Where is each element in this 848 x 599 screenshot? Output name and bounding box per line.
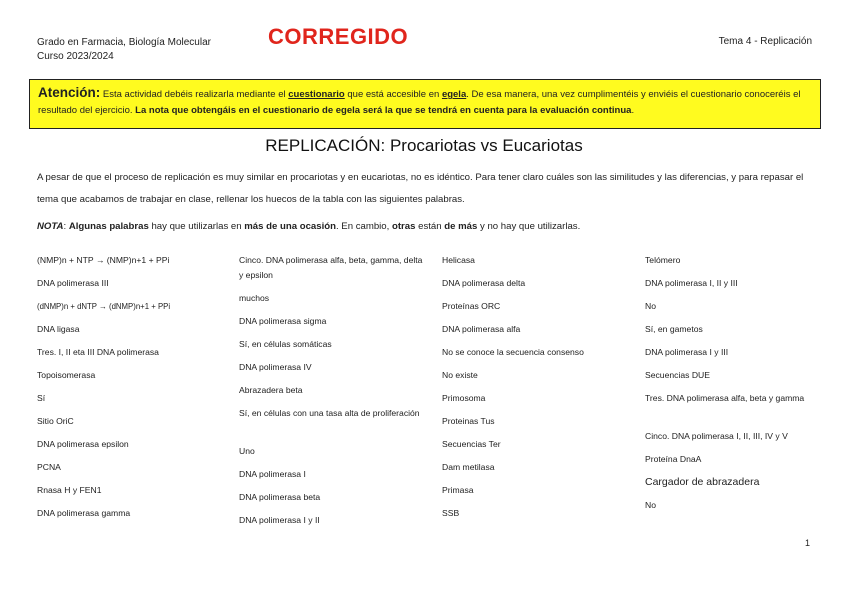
word-item: Sí, en células con una tasa alta de proliferación — [239, 408, 420, 418]
page-title: REPLICACIÓN: Procariotas vs Eucariotas — [265, 136, 583, 155]
word-item: Cinco. DNA polimerasa I, II, III, IV y V — [645, 431, 788, 441]
word-item: Proteinas Tus — [442, 416, 495, 426]
attention-notice — [29, 79, 821, 129]
word-item: No existe — [442, 370, 478, 380]
note-label: NOTA — [37, 221, 64, 232]
note-text: : — [63, 221, 69, 232]
word-item: Telómero — [645, 255, 681, 265]
notice-bold-text: La nota que obtengáis en el cuestionario de egela será la que se tendrá en cuenta para la evaluación continua — [135, 105, 632, 116]
word-item: PCNA — [37, 462, 61, 472]
notice-end: . — [631, 105, 635, 116]
word-item: DNA polimerasa sigma — [239, 316, 327, 326]
word-item: DNA polimerasa I — [239, 469, 306, 479]
notice-text: . De esa manera, una vez cumplimentéis y enviéis el cuestionario conoceréis el resultado del ejercicio. — [38, 89, 801, 116]
word-item: DNA ligasa — [37, 324, 80, 334]
word-item: Dam metilasa — [442, 462, 495, 472]
word-item: DNA polimerasa I, II y III — [645, 278, 738, 288]
questionnaire-link[interactable]: cuestionario — [288, 89, 345, 100]
word-item: Helicasa — [442, 255, 475, 265]
word-item: Secuencias Ter — [442, 439, 501, 449]
word-item: Tres. DNA polimerasa alfa, beta y gamma — [645, 393, 805, 403]
word-item: Primosoma — [442, 393, 486, 403]
note-text: . En cambio, — [335, 221, 392, 232]
note-bold: otras — [391, 221, 416, 232]
word-item: Sí, en células somáticas — [239, 339, 332, 349]
word-column-4 — [645, 253, 835, 521]
word-item: No se conoce la secuencia consenso — [442, 347, 584, 357]
intro-paragraph: A pesar de que el proceso de replicación es muy similar en procariotas y en eucariotas, no es idéntico. Para tener claro cuáles son las similitudes y las diferencias, y para repasar el tema que acabamos de trabajar en clase, rellenar los huecos de la tabla con las siguientes palabras. — [37, 172, 804, 205]
word-item: Tres. I, II eta III DNA polimerasa — [37, 347, 159, 357]
word-item: DNA polimerasa alfa — [442, 324, 521, 334]
word-item: Proteínas ORC — [442, 301, 501, 311]
note-bold: de más — [444, 221, 478, 232]
note-text: están — [415, 221, 445, 232]
word-item: Abrazadera beta — [239, 385, 303, 395]
word-item: SSB — [442, 508, 460, 518]
topic-label: Tema 4 - Replicación — [718, 36, 812, 47]
word-column-2 — [239, 253, 429, 536]
word-item: DNA polimerasa epsilon — [37, 439, 129, 449]
word-item: No — [645, 301, 656, 311]
notice-text: Esta actividad debéis realizarla mediante el — [102, 89, 286, 100]
egela-link[interactable]: egela — [441, 89, 467, 100]
word-item: muchos — [239, 293, 270, 303]
word-item: Secuencias DUE — [645, 370, 710, 380]
word-item: Proteína DnaA — [645, 454, 702, 464]
course-info — [37, 36, 211, 64]
note-bold: más de una ocasión — [244, 221, 336, 232]
word-item: DNA polimerasa I y III — [645, 347, 729, 357]
word-item: Cinco. DNA polimerasa alfa, beta, gamma, delta y epsilon — [239, 255, 423, 280]
word-item: Sí — [37, 393, 46, 403]
note-text: hay que utilizarlas en — [148, 221, 245, 232]
word-item: Uno — [239, 446, 255, 456]
attention-label: Atención: — [38, 85, 101, 100]
note-bold: Algunas palabras — [68, 221, 149, 232]
corrected-stamp: CORREGIDO — [268, 24, 409, 49]
note-text: y no hay que utilizarlas. — [477, 221, 581, 232]
word-item: DNA polimerasa beta — [239, 492, 321, 502]
page-number: 1 — [805, 538, 811, 548]
word-column-3 — [442, 253, 632, 529]
word-item: Rnasa H y FEN1 — [37, 485, 102, 495]
word-item: No — [645, 500, 656, 510]
word-item: Primasa — [442, 485, 474, 495]
word-item: Cargador de abrazadera — [645, 476, 760, 488]
word-item: (NMP)n + NTP → (NMP)n+1 + PPi — [37, 255, 170, 265]
word-item: Sitio OriC — [37, 416, 74, 426]
word-item: DNA polimerasa delta — [442, 278, 526, 288]
course-name: Grado en Farmacia, Biología Molecular — [37, 37, 211, 48]
note-paragraph — [37, 221, 580, 232]
notice-text: que está accesible en — [347, 89, 440, 100]
word-item: DNA polimerasa IV — [239, 362, 312, 372]
course-year: Curso 2023/2024 — [37, 51, 114, 62]
word-item: Topoisomerasa — [37, 370, 96, 380]
word-column-1 — [37, 253, 227, 529]
word-item: (dNMP)n + dNTP → (dNMP)n+1 + PPi — [37, 302, 171, 311]
word-item: DNA polimerasa I y II — [239, 515, 320, 525]
word-item: DNA polimerasa gamma — [37, 508, 131, 518]
word-item: DNA polimerasa III — [37, 278, 109, 288]
word-item: Sí, en gametos — [645, 324, 703, 334]
